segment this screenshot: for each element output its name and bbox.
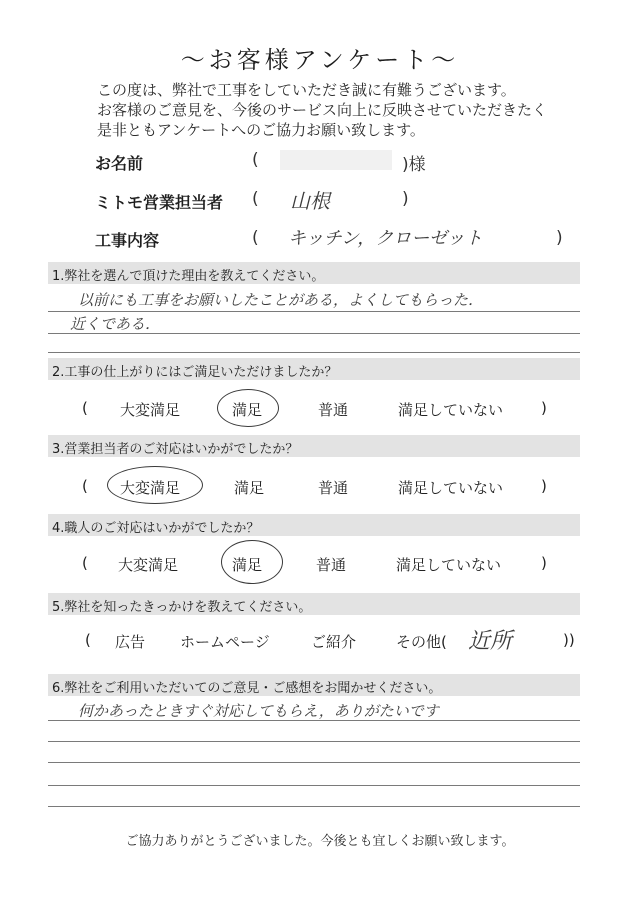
question-6-text: 6.弊社をご利用いただいてのご意見・ご感想をお聞かせください。 [52, 681, 442, 696]
question-4-bar [48, 514, 580, 536]
name-redacted-field [280, 150, 392, 170]
answer-rule [48, 762, 580, 763]
work-label: 工事内容 [95, 231, 160, 250]
question-3-bar [48, 435, 580, 457]
q5-option-referral[interactable]: ご紹介 [311, 633, 357, 651]
question-1-bar [48, 262, 580, 284]
question-5-text: 5.弊社を知ったきっかけを教えてください。 [52, 600, 312, 615]
q2-option-very-satisfied[interactable]: 大変満足 [120, 401, 181, 419]
q2-option-neutral[interactable]: 普通 [318, 401, 349, 419]
question-2-text: 2.工事の仕上がりにはご満足いただけましたか？ [52, 365, 338, 380]
work-close-paren: ) [556, 228, 563, 248]
q4-close-paren: ) [541, 554, 547, 572]
q3-option-satisfied[interactable]: 満足 [234, 479, 265, 497]
intro-line-2: お客様のご意見を、今後のサービス向上に反映させていただきたく [97, 101, 548, 119]
q1-answer-line-2: 近くである． [70, 315, 161, 333]
q5-other-value: 近所 [468, 629, 513, 654]
q4-selection-circle [221, 540, 283, 584]
q2-close-paren: ) [541, 399, 547, 417]
q5-option-ad[interactable]: 広告 [115, 633, 146, 651]
survey-title: ～お客様アンケート～ [180, 46, 460, 74]
q2-option-not-satisfied[interactable]: 満足していない [398, 401, 504, 419]
work-open-paren: ( [252, 228, 259, 248]
q2-selection-circle [217, 389, 279, 427]
rep-value: 山根 [290, 189, 330, 213]
rep-open-paren: ( [252, 189, 259, 209]
q4-option-not-satisfied[interactable]: 満足していない [396, 556, 502, 574]
q3-selection-circle [107, 466, 203, 504]
q5-option-homepage[interactable]: ホームページ [180, 633, 270, 651]
answer-rule [48, 806, 580, 807]
intro-line-3: 是非ともアンケートへのご協力お願い致します。 [97, 121, 425, 139]
q1-answer-line-1: 以前にも工事をお願いしたことがある，よくしてもらった． [78, 291, 484, 309]
question-1-text: 1.弊社を選んで頂けた理由を教えてください。 [52, 269, 325, 284]
answer-rule [48, 333, 580, 334]
q6-answer-line-1: 何かあったときすぐ対応してもらえ，ありがたいです [78, 702, 439, 720]
answer-rule [48, 311, 580, 312]
answer-rule [48, 352, 580, 353]
question-3-text: 3.営業担当者のご対応はいかがでしたか？ [52, 442, 299, 457]
q4-option-satisfied[interactable]: 満足 [232, 556, 263, 574]
q4-option-neutral[interactable]: 普通 [316, 556, 347, 574]
q3-open-paren: ( [82, 477, 88, 495]
q3-option-not-satisfied[interactable]: 満足していない [398, 479, 504, 497]
question-5-bar [48, 593, 580, 615]
rep-label: ミトモ営業担当者 [95, 193, 224, 212]
question-4-text: 4.職人のご対応はいかがでしたか？ [52, 521, 260, 536]
q5-option-other[interactable]: その他( [396, 633, 447, 651]
answer-rule [48, 720, 580, 721]
q2-open-paren: ( [82, 399, 88, 417]
q3-option-very-satisfied[interactable]: 大変満足 [120, 479, 181, 497]
rep-close-paren: ) [402, 189, 409, 209]
question-2-bar [48, 358, 580, 380]
question-6-bar [48, 674, 580, 696]
q5-close-paren: )) [563, 631, 575, 649]
name-open-paren: ( [252, 150, 259, 170]
answer-rule [48, 741, 580, 742]
q2-option-satisfied[interactable]: 満足 [232, 401, 263, 419]
q4-option-very-satisfied[interactable]: 大変満足 [118, 556, 179, 574]
footer-thanks: ご協力ありがとうございました。今後とも宜しくお願い致します。 [125, 834, 515, 849]
q3-close-paren: ) [541, 477, 547, 495]
q3-option-neutral[interactable]: 普通 [318, 479, 349, 497]
q5-open-paren: ( [85, 631, 91, 649]
answer-rule [48, 785, 580, 786]
name-close-paren: )様 [402, 155, 426, 175]
work-value: キッチン，クローゼット [288, 228, 483, 249]
q4-open-paren: ( [82, 554, 88, 572]
name-label: お名前 [95, 154, 144, 173]
intro-line-1: この度は、弊社で工事をしていただき誠に有難うございます。 [97, 81, 516, 99]
